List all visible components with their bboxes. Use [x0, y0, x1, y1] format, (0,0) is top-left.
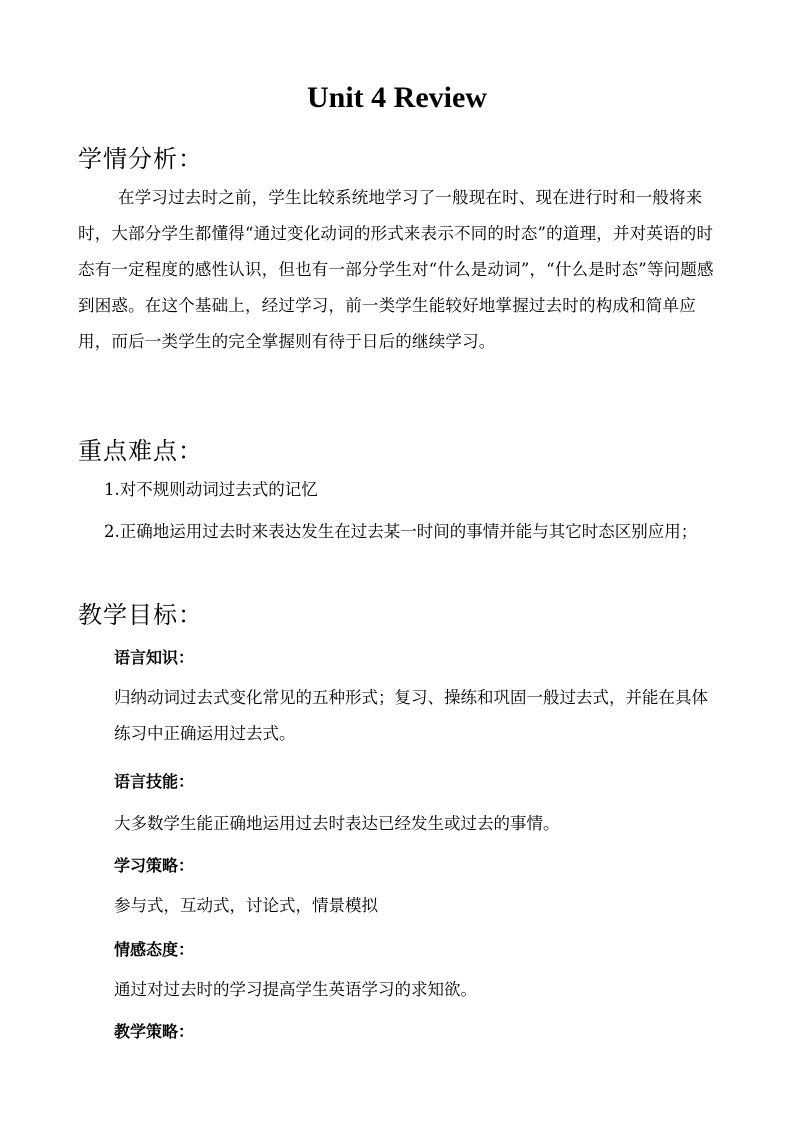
label-language-knowledge: 语言知识：: [114, 648, 195, 667]
heading-objectives: 教学目标：: [78, 601, 203, 629]
page-title: Unit 4 Review: [307, 81, 487, 114]
key-point-1: 1.对不规则动词过去式的记忆: [104, 480, 318, 499]
text-language-skills: 大多数学生能正确地运用过去时表达已经发生或过去的事情。: [114, 814, 560, 833]
label-language-skills: 语言技能：: [114, 772, 195, 791]
text-attitude: 通过对过去时的学习提高学生英语学习的求知欲。: [114, 980, 477, 999]
text-learning-strategies: 参与式，互动式，讨论式，情景模拟: [114, 896, 378, 915]
key-point-2: 2.正确地运用过去时来表达发生在过去某一时间的事情并能与其它时态区别应用；: [104, 522, 698, 541]
label-learning-strategies: 学习策略：: [114, 856, 195, 875]
text-language-knowledge: 归纳动词过去式变化常见的五种形式；复习、操练和巩固一般过去式，并能在具体练习中正确运用过去式。: [114, 688, 708, 743]
analysis-paragraph: 在学习过去时之前，学生比较系统地学习了一般现在时、现在进行时和一般将来时，大部分学生都懂得“通过变化动词的形式来表示不同的时态”的道理，并对英语的时态有一定程度的感性认识，但也有一部分学生对“什么是动词”，“什么是时态”等问题感到困惑。在这个基础上，经过学习，前一类学生能较好地掌握过去时的构成和简单应用，而后一类学生的完全掌握则有待于日后的继续学习。: [78, 188, 714, 351]
heading-analysis: 学情分析：: [78, 145, 203, 173]
heading-key-points: 重点难点：: [78, 437, 203, 465]
label-attitude: 情感态度：: [114, 940, 195, 959]
label-teaching-strategies: 教学策略：: [114, 1022, 195, 1041]
